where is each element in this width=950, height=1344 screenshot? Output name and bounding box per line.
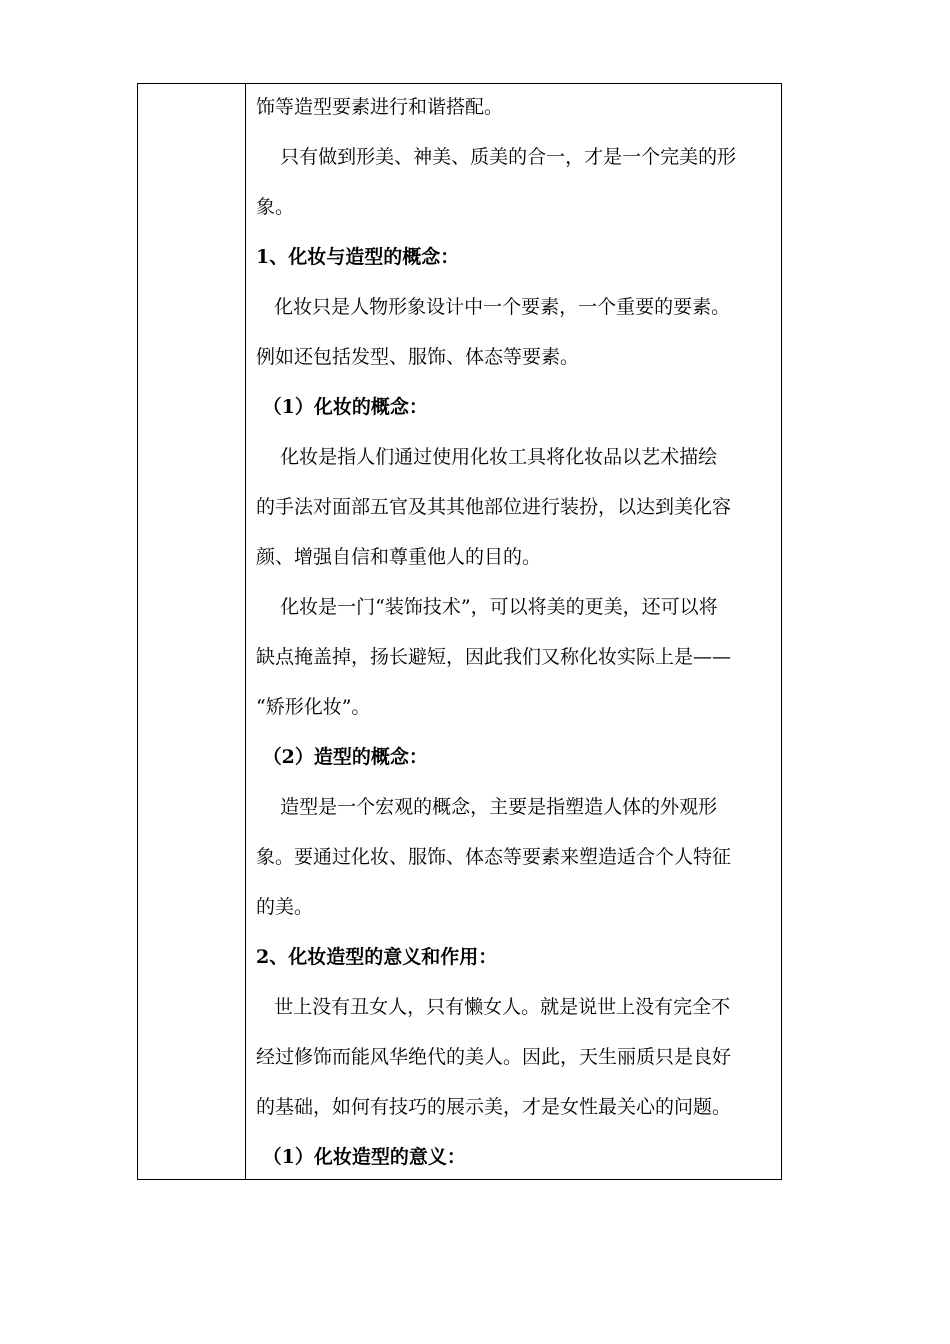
right-column-cell: [246, 84, 781, 1179]
section-heading: 2、化妆造型的意义和作用：: [256, 946, 498, 968]
body-text-line: 造型是一个宏观的概念，主要是指塑造人体的外观形: [256, 796, 718, 818]
body-text-line: 化妆只是人物形象设计中一个要素，一个重要的要素。: [256, 296, 731, 318]
content-table: [137, 83, 782, 1180]
section-heading: （2）造型的概念：: [256, 746, 428, 768]
body-text-line: 例如还包括发型、服饰、体态等要素。: [256, 346, 580, 368]
body-text-line: 只有做到形美、神美、质美的合一，才是一个完美的形: [256, 146, 737, 168]
body-text-line: 象。: [256, 196, 295, 218]
body-text-line: “矫形化妆”。: [256, 696, 371, 718]
body-text-line: 化妆是一门“装饰技术”，可以将美的更美，还可以将: [256, 596, 718, 618]
body-text-line: 象。要通过化妆、服饰、体态等要素来塑造适合个人特征: [256, 846, 732, 868]
section-heading: （1）化妆的概念：: [256, 396, 428, 418]
body-text-line: 经过修饰而能风华绝代的美人。因此，天生丽质只是良好: [256, 1046, 732, 1068]
body-text-line: 的基础，如何有技巧的展示美，才是女性最关心的问题。: [256, 1096, 732, 1118]
body-text-line: 化妆是指人们通过使用化妆工具将化妆品以艺术描绘: [256, 446, 718, 468]
body-text-line: 饰等造型要素进行和谐搭配。: [256, 96, 504, 118]
section-heading: （1）化妆造型的意义：: [256, 1146, 466, 1168]
body-text-line: 的美。: [256, 896, 314, 918]
body-text-line: 缺点掩盖掉，扬长避短，因此我们又称化妆实际上是——: [256, 646, 732, 668]
left-column-cell: [138, 84, 246, 1179]
body-text-line: 世上没有丑女人，只有懒女人。就是说世上没有完全不: [256, 996, 731, 1018]
section-heading: 1、化妆与造型的概念：: [256, 246, 460, 268]
body-text-line: 颜、增强自信和尊重他人的目的。: [256, 546, 542, 568]
body-text-line: 的手法对面部五官及其其他部位进行装扮，以达到美化容: [256, 496, 732, 518]
